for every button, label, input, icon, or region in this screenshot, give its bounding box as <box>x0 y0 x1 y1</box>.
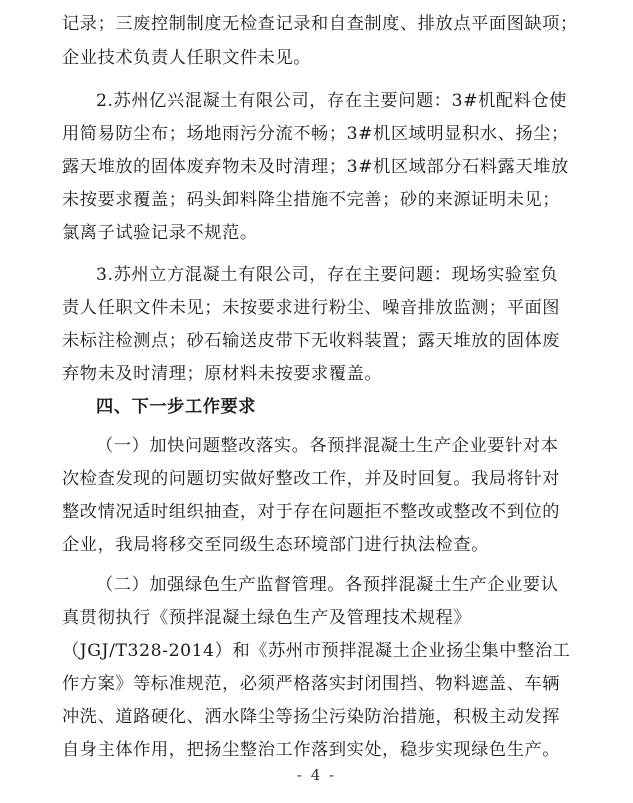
paragraph-line: 作方案》等标准规范，必须严格落实封闭围挡、物料遮盖、车辆 <box>62 674 561 694</box>
page-number: - 4 - <box>296 766 337 784</box>
paragraph-line: 责人任职文件未见；未按要求进行粉尘、噪音排放监测；平面图 <box>62 298 561 318</box>
paragraph-line: 企业，我局将移交至同级生态环境部门进行执法检查。 <box>62 535 489 555</box>
paragraph-line: 整改情况适时组织抽查，对于存在问题拒不整改或整改不到位的 <box>62 502 561 522</box>
paragraph-line: 记录；三废控制制度无检查记录和自查制度、排放点平面图缺项； <box>62 14 578 34</box>
paragraph-line: 未按要求覆盖；码头卸料降尘措施不完善；砂的来源证明未见； <box>62 190 561 210</box>
paragraph-line: （二）加强绿色生产监督管理。各预拌混凝土生产企业要认 <box>96 575 559 595</box>
paragraph-line: 自身主体作用，把扬尘整治工作落到实处，稳步实现绿色生产。 <box>62 740 561 760</box>
paragraph-line: （JGJ/T328-2014）和《苏州市预拌混凝土企业扬尘集中整治工 <box>62 641 571 661</box>
section-heading: 四、下一步工作要求 <box>96 397 257 417</box>
paragraph-line: （一）加快问题整改落实。各预拌混凝土生产企业要针对本 <box>96 436 559 456</box>
paragraph-line: 弃物未及时清理；原材料未按要求覆盖。 <box>62 364 383 384</box>
paragraph-line: 真贯彻执行《预拌混凝土绿色生产及管理技术规程》 <box>62 608 472 628</box>
paragraph-line: 氯离子试验记录不规范。 <box>62 223 258 243</box>
paragraph-line: 未标注检测点；砂石输送皮带下无收料装置；露天堆放的固体废 <box>62 331 561 351</box>
paragraph-line: 次检查发现的问题切实做好整改工作，并及时回复。我局将针对 <box>62 469 561 489</box>
paragraph-line: 冲洗、道路硬化、洒水降尘等扬尘污染防治措施，积极主动发挥 <box>62 707 561 727</box>
paragraph-line: 3.苏州立方混凝土有限公司，存在主要问题：现场实验室负 <box>96 265 559 285</box>
paragraph-line: 企业技术负责人任职文件未见。 <box>62 48 312 68</box>
paragraph-line: 用简易防尘布；场地雨污分流不畅；3#机区域明显积水、扬尘； <box>62 124 569 144</box>
paragraph-line: 露天堆放的固体废弃物未及时清理；3#机区域部分石料露天堆放 <box>62 157 569 177</box>
paragraph-line: 2.苏州亿兴混凝土有限公司，存在主要问题：3#机配料仓使 <box>96 91 568 111</box>
